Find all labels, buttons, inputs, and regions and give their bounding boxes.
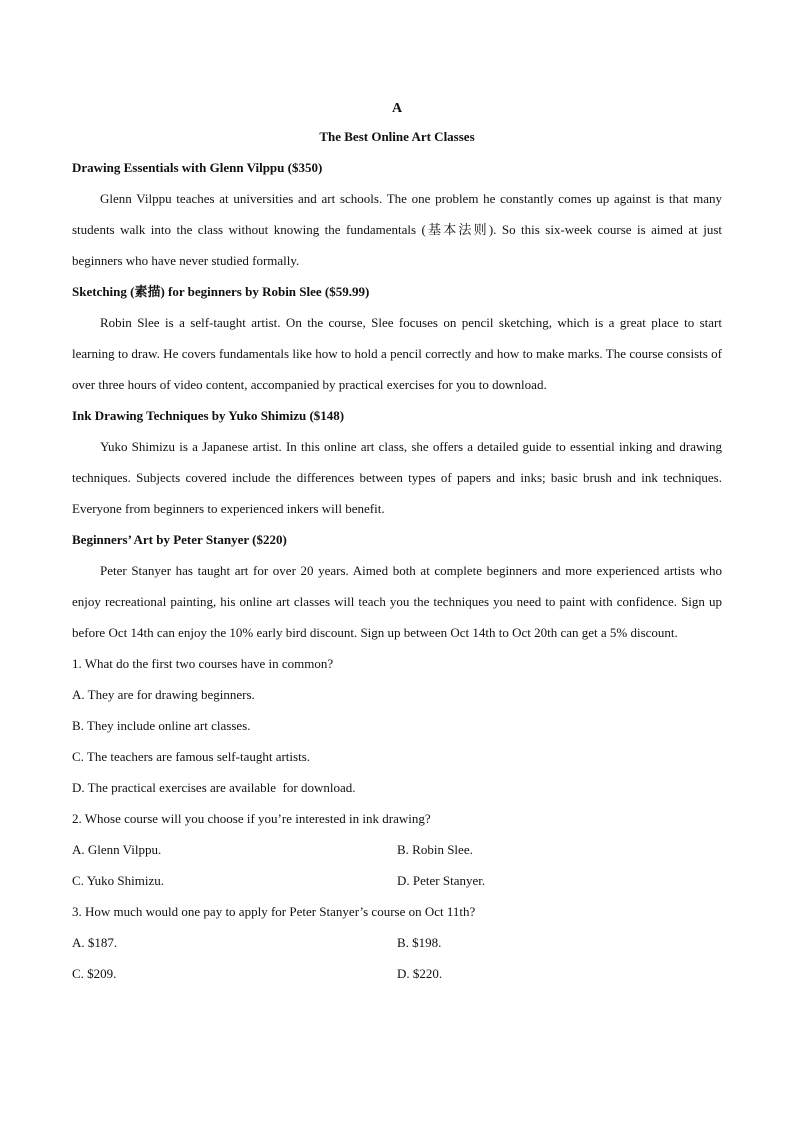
course-heading: Beginners’ Art by Peter Stanyer ($220) — [72, 532, 287, 547]
course-heading: Ink Drawing Techniques by Yuko Shimizu ($148) — [72, 408, 345, 423]
question-text: 1. What do the first two courses have in common? — [72, 656, 334, 671]
course-section — [72, 400, 722, 524]
answer-option: C. $209. — [72, 966, 117, 981]
document-page — [72, 96, 722, 989]
course-heading: Drawing Essentials with Glenn Vilppu ($350) — [72, 160, 323, 175]
course-heading: Sketching (素描) for beginners by Robin Slee ($59.99) — [72, 284, 370, 299]
question-2 — [72, 803, 722, 896]
course-description: Yuko Shimizu is a Japanese artist. In this online art class, she offers a detailed guide to essential inking and drawing techniques. Subjects covered include the differences between types of papers and inks; basic brush and ink techniques. Everyone from beginners to experienced inkers will benefit. — [72, 439, 722, 516]
question-3 — [72, 896, 722, 989]
course-section — [72, 152, 722, 276]
question-1 — [72, 648, 722, 803]
options-row — [72, 927, 722, 958]
question-text: 3. How much would one pay to apply for Peter Stanyer’s course on Oct 11th? — [72, 904, 476, 919]
answer-option: B. They include online art classes. — [72, 718, 251, 733]
answer-option: A. Glenn Vilppu. — [72, 842, 162, 857]
answer-option: A. $187. — [72, 935, 118, 950]
course-section — [72, 524, 722, 648]
course-description: Glenn Vilppu teaches at universities and art schools. The one problem he constantly comes up against is that many students walk into the class without knowing the fundamentals (基本法则). So this six-week course is aimed at just beginners who have never studied formally. — [72, 191, 722, 268]
section-letter: A — [391, 101, 403, 116]
answer-option: D. $220. — [397, 966, 443, 981]
answer-option: D. The practical exercises are available for download. — [72, 780, 356, 795]
answer-option: C. The teachers are famous self-taught artists. — [72, 749, 311, 764]
answer-option: C. Yuko Shimizu. — [72, 873, 164, 888]
options-row — [72, 834, 722, 865]
page-title: The Best Online Art Classes — [319, 129, 475, 144]
answer-option: B. $198. — [397, 935, 442, 950]
course-description: Peter Stanyer has taught art for over 20 years. Aimed both at complete beginners and more experienced artists who enjoy recreational painting, his online art classes will teach you the techniques you need to paint with confidence. Sign up before Oct 14th can enjoy the 10% early bird discount. Sign up between Oct 14th to Oct 20th can get a 5% discount. — [72, 563, 722, 640]
options-row — [72, 958, 722, 989]
course-description: Robin Slee is a self-taught artist. On the course, Slee focuses on pencil sketching, which is a great place to start learning to draw. He covers fundamentals like how to hold a pencil correctly and how to make marks. The course consists of over three hours of video content, accompanied by practical exercises for you to download. — [72, 315, 722, 392]
answer-option: A. They are for drawing beginners. — [72, 687, 255, 702]
question-text: 2. Whose course will you choose if you’re interested in ink drawing? — [72, 811, 431, 826]
answer-option: B. Robin Slee. — [397, 842, 473, 857]
answer-option: D. Peter Stanyer. — [397, 873, 486, 888]
options-row — [72, 865, 722, 896]
course-section — [72, 276, 722, 400]
